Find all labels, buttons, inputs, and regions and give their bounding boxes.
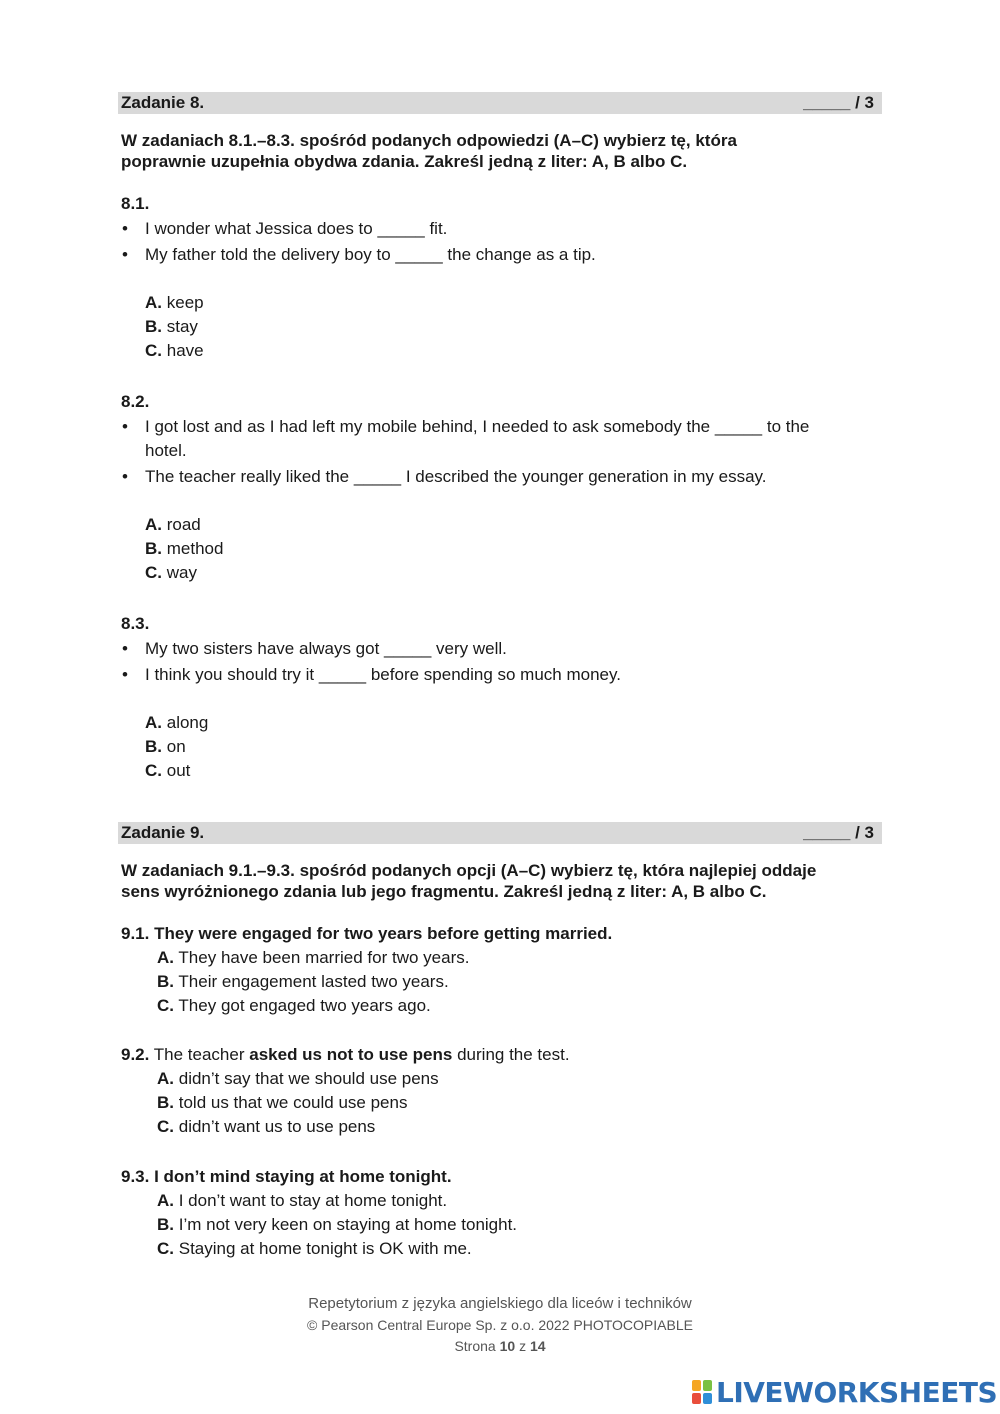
q93-prompt: 9.3. I don’t mind staying at home tonight. — [121, 1167, 452, 1186]
q81-option-a[interactable] — [145, 293, 204, 313]
q82-sentence-1 — [121, 415, 881, 463]
q91-prompt: 9.1. They were engaged for two years before getting married. — [121, 924, 613, 943]
option-text: Staying at home tonight is OK with me. — [178, 1239, 472, 1258]
q83-sentence-2: • I think you should try it _____ before spending so much money. — [121, 663, 881, 687]
q91-option-b[interactable] — [157, 972, 449, 992]
option-letter: C. — [157, 1239, 174, 1258]
q82-option-a[interactable] — [145, 515, 201, 535]
option-text: way — [166, 563, 197, 582]
q91-option-a[interactable] — [157, 948, 469, 968]
option-text: keep — [166, 293, 204, 312]
q83-option-c[interactable] — [145, 761, 190, 781]
option-letter: A. — [145, 515, 162, 534]
q92-prompt — [121, 1045, 570, 1065]
option-text: road — [166, 515, 201, 534]
footer-page-number — [0, 1338, 1000, 1354]
option-letter: A. — [157, 1069, 174, 1088]
option-text: didn’t want us to use pens — [178, 1117, 376, 1136]
footer-title: Repetytorium z języka angielskiego dla liceów i techników — [308, 1295, 692, 1312]
task8-instruction — [121, 130, 891, 172]
option-text: didn’t say that we should use pens — [178, 1069, 439, 1088]
q82-sentence-1-line1: • I got lost and as I had left my mobile behind, I needed to ask somebody the _____ to the — [145, 417, 810, 436]
q81-sentence-2: • My father told the delivery boy to _____ the change as a tip. — [121, 243, 881, 267]
q92-number: 9.2. — [121, 1045, 150, 1064]
liveworksheets-logo — [692, 1376, 997, 1408]
task9-instruction-line2: sens wyróżnionego zdania lub jego fragmentu. Zakreśl jedną z liter: A, B albo C. — [121, 882, 767, 901]
option-text: told us that we could use pens — [178, 1093, 408, 1112]
option-text: They have been married for two years. — [178, 948, 470, 967]
q92-prompt-pre: The teacher — [153, 1045, 245, 1064]
page-sep: z — [519, 1338, 527, 1354]
q81-label: 8.1. — [121, 194, 150, 213]
q82-option-c[interactable] — [145, 563, 197, 583]
q82-sentence-1-line2: hotel. — [145, 441, 187, 460]
option-text: method — [166, 539, 224, 558]
footer-copyright: © Pearson Central Europe Sp. z o.o. 2022 PHOTOCOPIABLE — [307, 1317, 693, 1333]
option-letter: A. — [157, 948, 174, 967]
q93-option-b[interactable] — [157, 1215, 517, 1235]
task9-instruction-line1: W zadaniach 9.1.–9.3. spośród podanych opcji (A–C) wybierz tę, która najlepiej oddaje — [121, 861, 817, 880]
option-text: I don’t want to stay at home tonight. — [178, 1191, 448, 1210]
q82-label: 8.2. — [121, 392, 150, 411]
task9-title: Zadanie 9. — [121, 823, 205, 842]
q92-prompt-post: during the test. — [457, 1045, 570, 1064]
q92-prompt-highlight: asked us not to use pens — [249, 1045, 453, 1064]
option-letter: C. — [145, 341, 162, 360]
q93-option-c[interactable] — [157, 1239, 472, 1259]
q92-option-c[interactable] — [157, 1117, 375, 1137]
q82-option-b[interactable] — [145, 539, 223, 559]
task9-score: _____ / 3 — [803, 823, 874, 842]
option-letter: C. — [145, 563, 162, 582]
option-letter: B. — [145, 539, 162, 558]
option-text: I’m not very keen on staying at home tonight. — [178, 1215, 518, 1234]
q81-sentence-1: • I wonder what Jessica does to _____ fit. — [121, 217, 881, 241]
page-total: 14 — [529, 1338, 546, 1354]
option-letter: B. — [157, 1093, 174, 1112]
option-letter: B. — [145, 737, 162, 756]
option-letter: A. — [145, 293, 162, 312]
q83-option-b[interactable] — [145, 737, 186, 757]
logo-square — [692, 1393, 701, 1404]
q93-option-a[interactable] — [157, 1191, 447, 1211]
task8-title: Zadanie 8. — [121, 93, 205, 112]
q83-label: 8.3. — [121, 614, 150, 633]
option-text: They got engaged two years ago. — [178, 996, 431, 1015]
task8-header — [118, 92, 882, 114]
q92-option-b[interactable] — [157, 1093, 407, 1113]
option-letter: C. — [157, 996, 174, 1015]
q82-sentence-2: • The teacher really liked the _____ I described the younger generation in my essay. — [121, 465, 881, 489]
logo-mark-icon — [692, 1380, 712, 1404]
q91-option-c[interactable] — [157, 996, 431, 1016]
option-text: out — [166, 761, 191, 780]
task9-header — [118, 822, 882, 844]
q92-option-a[interactable] — [157, 1069, 439, 1089]
q83-option-a[interactable] — [145, 713, 208, 733]
option-text: on — [166, 737, 186, 756]
task8-instruction-line1: W zadaniach 8.1.–8.3. spośród podanych odpowiedzi (A–C) wybierz tę, która — [121, 131, 737, 150]
task8-instruction-line2: poprawnie uzupełnia obydwa zdania. Zakreśl jedną z liter: A, B albo C. — [121, 152, 688, 171]
option-text: have — [166, 341, 204, 360]
logo-square — [703, 1380, 712, 1391]
q81-option-b[interactable] — [145, 317, 198, 337]
task8-score: _____ / 3 — [803, 93, 874, 112]
option-letter: C. — [157, 1117, 174, 1136]
option-letter: A. — [157, 1191, 174, 1210]
q81-option-c[interactable] — [145, 341, 204, 361]
page-prefix: Strona — [454, 1338, 496, 1354]
option-text: stay — [166, 317, 198, 336]
option-text: Their engagement lasted two years. — [178, 972, 449, 991]
logo-text: LIVEWORKSHEETS — [716, 1375, 998, 1409]
option-letter: B. — [157, 972, 174, 991]
task9-instruction — [121, 860, 891, 902]
logo-square — [692, 1380, 701, 1391]
option-text: along — [166, 713, 209, 732]
option-letter: C. — [145, 761, 162, 780]
q83-sentence-1: • My two sisters have always got _____ very well. — [121, 637, 881, 661]
logo-square — [703, 1393, 712, 1404]
option-letter: A. — [145, 713, 162, 732]
page-current: 10 — [499, 1338, 516, 1354]
option-letter: B. — [145, 317, 162, 336]
option-letter: B. — [157, 1215, 174, 1234]
